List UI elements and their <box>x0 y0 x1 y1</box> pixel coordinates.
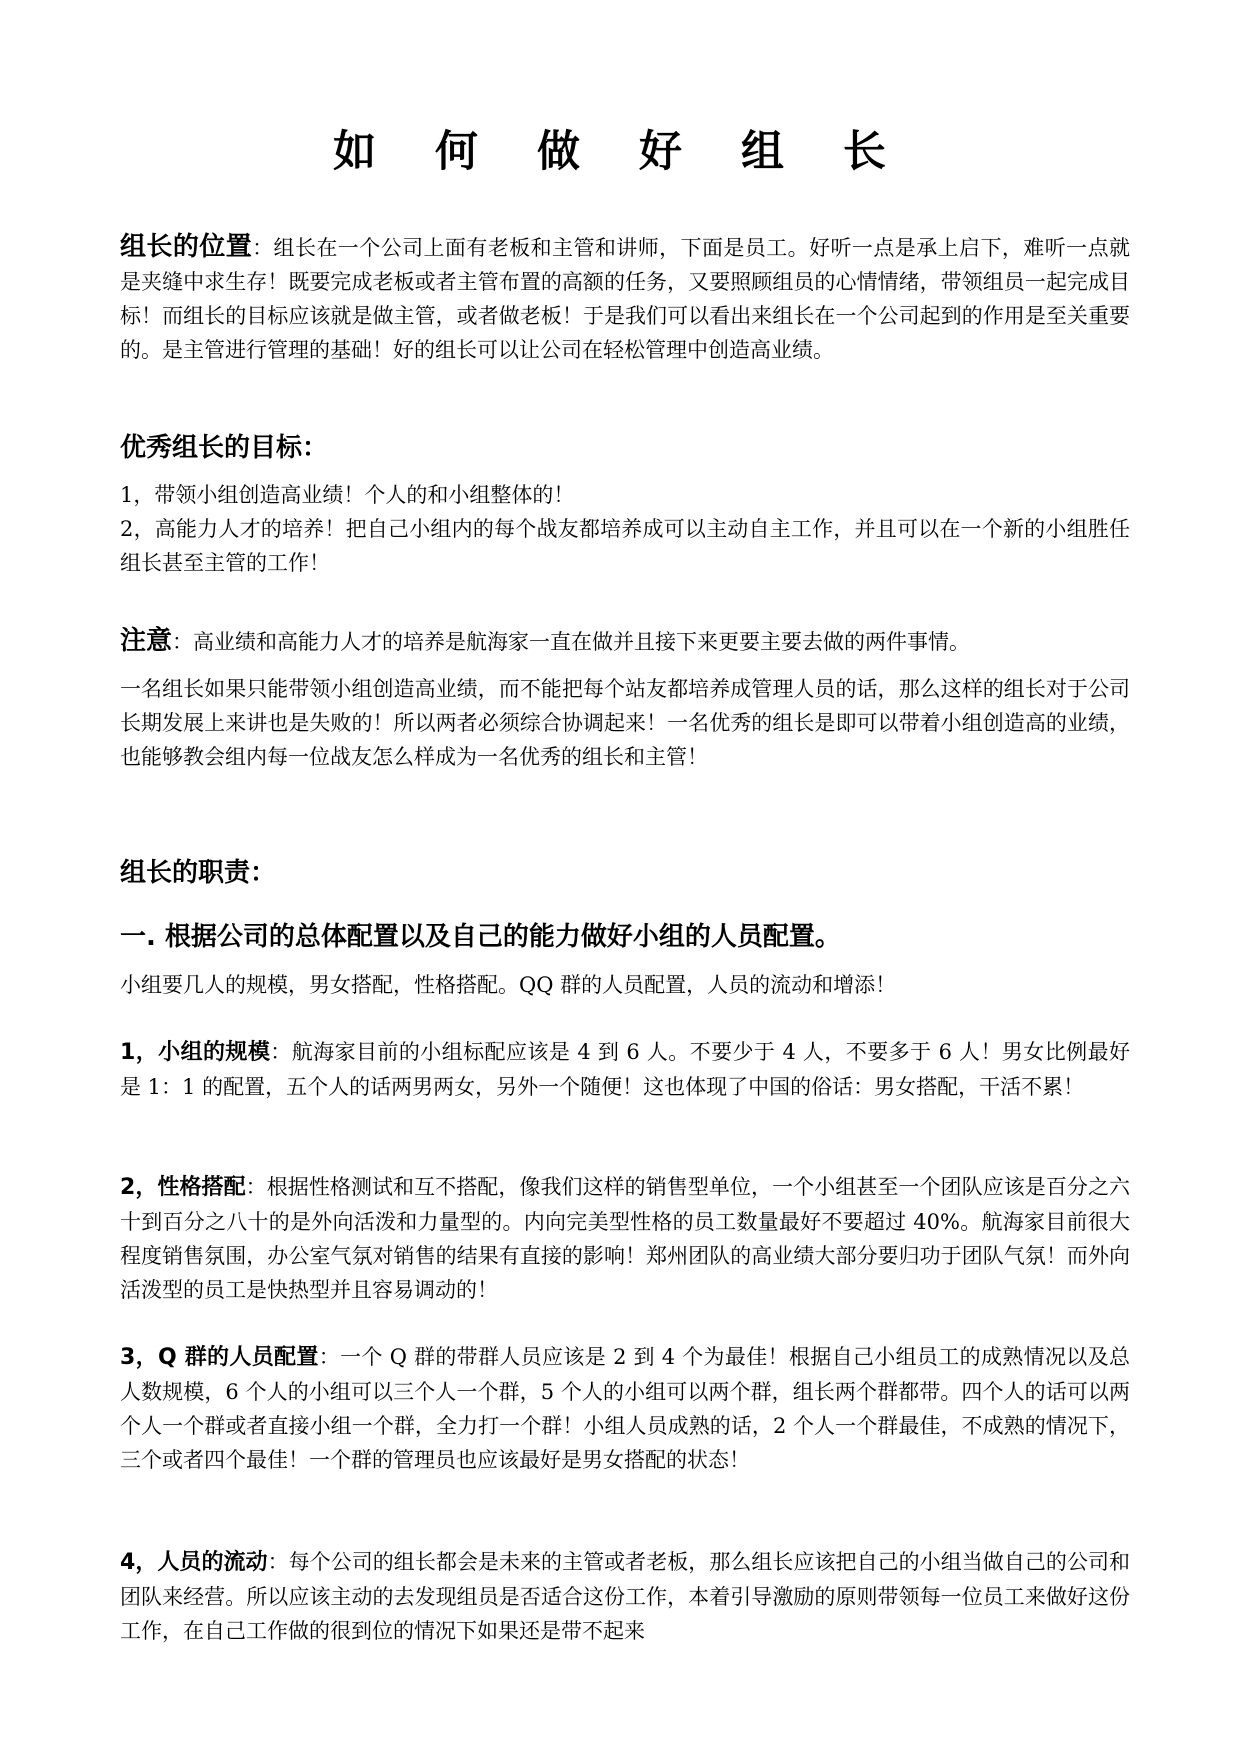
goals-heading: 优秀组长的目标： <box>120 433 329 463</box>
duties-section-1-heading: 一. 根据公司的总体配置以及自己的能力做好小组的人员配置。 <box>120 922 841 952</box>
duty-item-4-text: ：每个公司的组长都会是未来的主管或者老板，那么组长应该把自己的小组当做自己的公司和团队来经营。所以应该主动的去发现组员是否适合这份工作，本着引导激励的原则带领每一位员工来做好这份工作，在自己工作做的很到位的情况下如果还是带不起来 <box>120 1550 1130 1643</box>
goals-list <box>120 478 1130 580</box>
document-title: 如 何 做 好 组 长 <box>333 127 908 177</box>
position-text: ：组长在一个公司上面有老板和主管和讲师，下面是员工。好听一点是承上启下，难听一点就是夹缝中求生存！既要完成老板或者主管布置的高额的任务，又要照顾组员的心情情绪，带领组员一起完成目标！而组长的目标应该就是做主管，或者做老板！于是我们可以看出来组长在一个公司起到的作用是至关重要的。是主管进行管理的基础！好的组长可以让公司在轻松管理中创造高业绩。 <box>120 236 1130 362</box>
duties-heading: 组长的职责： <box>120 858 277 888</box>
duty-item-1-label: 1，小组的规模 <box>120 1040 271 1065</box>
position-label: 组长的位置 <box>120 232 253 262</box>
duty-item-2-text: ：根据性格测试和互不搭配，像我们这样的销售型单位，一个小组甚至一个团队应该是百分之六十到百分之八十的是外向活泼和力量型的。内向完美型性格的员工数量最好不要超过 40%。航海家目前很大程度销售氛围，办公室气氛对销售的结果有直接的影响！郑州团队的高业绩大部分要归功于团队气氛！而外向活泼型的员工是快热型并且容易调动的！ <box>120 1175 1130 1302</box>
note-paragraph <box>120 624 1130 659</box>
goal-item-2: 2，高能力人才的培养！把自己小组内的每个战友都培养成可以主动自主工作，并且可以在一个新的小组胜任组长甚至主管的工作！ <box>120 517 1130 575</box>
goal-item-1: 1，带领小组创造高业绩！个人的和小组整体的！ <box>120 483 575 507</box>
duty-item-3 <box>120 1340 1130 1477</box>
position-paragraph <box>120 230 1130 367</box>
duty-item-4 <box>120 1545 1130 1648</box>
note-label: 注意 <box>120 626 173 656</box>
note-text: ：高业绩和高能力人才的培养是航海家一直在做并且接下来更要主要去做的两件事情。 <box>172 630 971 654</box>
duty-item-2 <box>120 1170 1130 1307</box>
duty-item-2-label: 2，性格搭配 <box>120 1175 246 1200</box>
duty-item-3-text: ：一个 Q 群的带群人员应该是 2 到 4 个为最佳！根据自己小组员工的成熟情况以及总人数规模，6 个人的小组可以三个人一个群，5 个人的小组可以两个群，组长两个群都带。四个人的话可以两个人一个群或者直接小组一个群，全力打一个群！小组人员成熟的话，2 个人一个群最佳，不成熟的情况下，三个或者四个最佳！一个群的管理员也应该最好是男女搭配的状态！ <box>120 1345 1130 1472</box>
duty-item-1 <box>120 1035 1130 1104</box>
duty-item-3-label: 3，Q 群的人员配置 <box>120 1345 319 1370</box>
duty-item-1-text: ：航海家目前的小组标配应该是 4 到 6 人。不要少于 4 人，不要多于 6 人！男女比例最好是 1：1 的配置，五个人的话两男两女，另外一个随便！这也体现了中国的俗话：男女搭配，干活不累！ <box>120 1040 1131 1099</box>
duty-item-4-label: 4，人员的流动 <box>120 1550 268 1575</box>
note-body: 一名组长如果只能带领小组创造高业绩，而不能把每个站友都培养成管理人员的话，那么这样的组长对于公司长期发展上来讲也是失败的！所以两者必须综合协调起来！一名优秀的组长是即可以带着小组创造高的业绩，也能够教会组内每一位战友怎么样成为一名优秀的组长和主管！ <box>120 677 1130 769</box>
duties-section-1-intro: 小组要几人的规模，男女搭配，性格搭配。QQ 群的人员配置，人员的流动和增添！ <box>120 973 897 997</box>
